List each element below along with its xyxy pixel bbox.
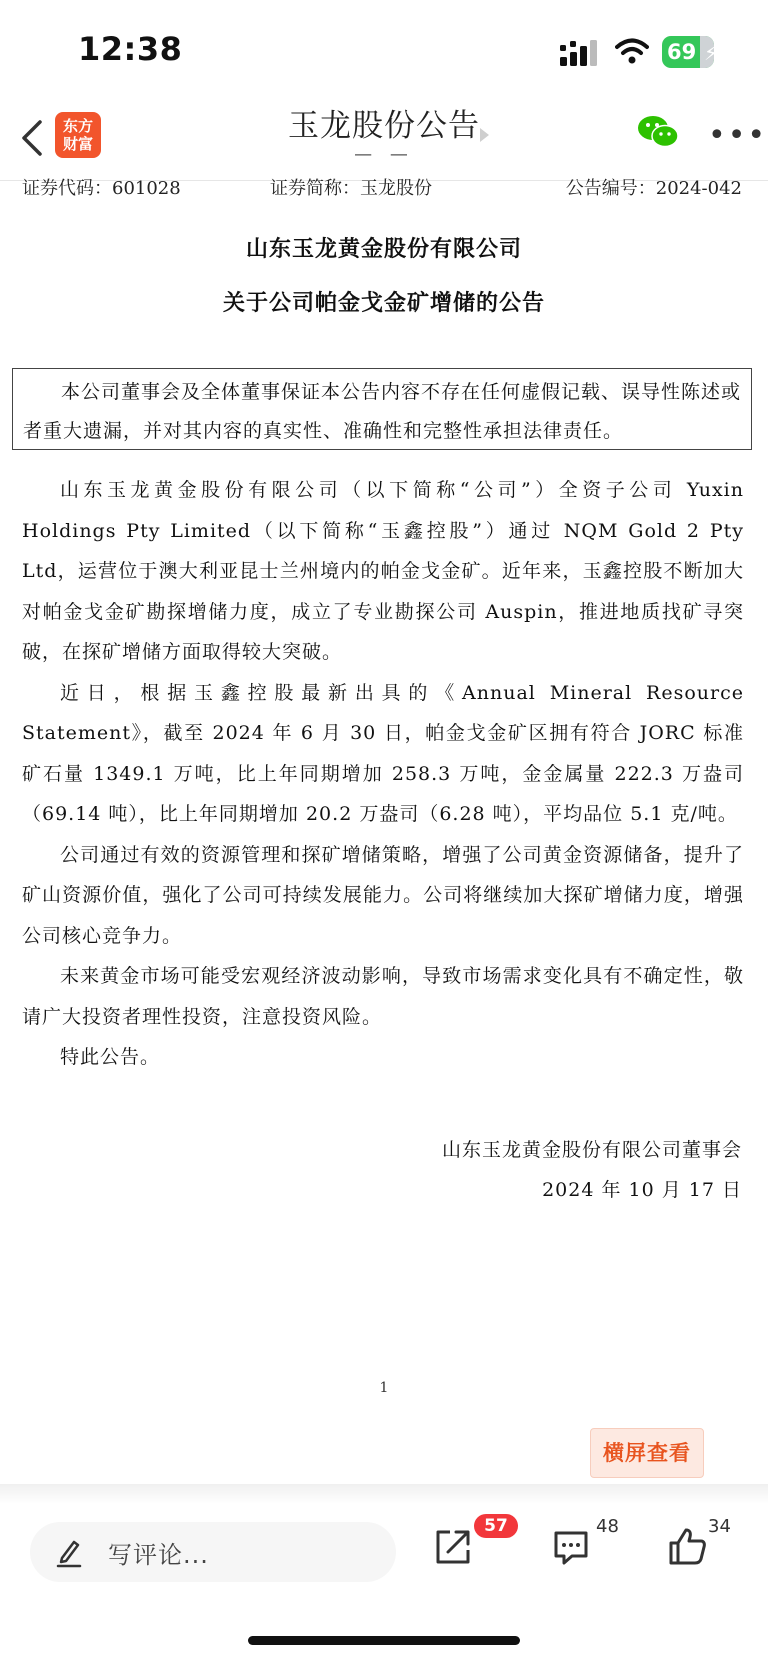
status-bar xyxy=(0,0,768,100)
paragraph: 特此公告。 xyxy=(60,1046,161,1068)
battery-indicator xyxy=(662,36,718,68)
bottom-divider xyxy=(0,1484,768,1504)
announcement-body xyxy=(22,470,744,1078)
paragraph: 未来黄金市场可能受宏观经济波动影响，导致市场需求变化具有不确定性，敬请广大投资者理性投资，注意投资风险。 xyxy=(22,965,744,1028)
more-options-icon[interactable]: ••• xyxy=(708,118,768,153)
battery-level: 69 xyxy=(667,40,697,64)
thumbs-up-icon[interactable] xyxy=(668,1526,708,1566)
comment-input[interactable] xyxy=(30,1522,396,1582)
paragraph: 山东玉龙黄金股份有限公司（以下简称“公司”）全资子公司 Yuxin Holdings Pty Limited（以下简称“玉鑫控股”）通过 NQM Gold 2 Pty Ltd，运营位于澳大利亚昆士兰州境内的帕金戈金矿。近年来，玉鑫控股不断加大对帕金戈金矿勘探增储力度，成立了专业勘探公司 Auspin，推进地质找矿寻突破，在探矿增储方面取得较大突破。 xyxy=(22,479,744,663)
comment-count: 48 xyxy=(596,1516,619,1537)
document-meta xyxy=(22,174,742,198)
cellular-signal-icon xyxy=(560,40,600,66)
company-name: 山东玉龙黄金股份有限公司 xyxy=(245,236,522,262)
pencil-icon xyxy=(54,1536,84,1568)
charging-bolt-icon: ⚡ xyxy=(703,41,718,65)
app-header xyxy=(0,100,768,181)
comment-icon[interactable] xyxy=(552,1528,590,1566)
security-short-name: 证券简称：玉龙股份 xyxy=(270,178,432,198)
wechat-icon[interactable] xyxy=(636,114,680,150)
announcement-subject: 关于公司帕金戈金矿增储的公告 xyxy=(222,290,545,316)
status-time: 12:38 xyxy=(78,30,183,68)
share-count-badge: 57 xyxy=(474,1514,518,1538)
page-title-sub: — — xyxy=(354,144,414,165)
bottom-action-bar xyxy=(0,1504,768,1663)
wifi-icon xyxy=(615,38,649,66)
signature: 山东玉龙黄金股份有限公司董事会 xyxy=(441,1139,742,1161)
share-icon[interactable] xyxy=(434,1528,472,1566)
notice-number: 公告编号：2024-042 xyxy=(565,178,742,198)
home-indicator[interactable] xyxy=(248,1636,520,1645)
page-title: 玉龙股份公告 xyxy=(288,108,480,144)
paragraph: 近日，根据玉鑫控股最新出具的《Annual Mineral Resource Statement》，截至 2024 年 6 月 30 日，帕金戈金矿区拥有符合 JORC 标准矿石量 1349.1 万吨，比上年同期增加 258.3 万吨，金金属量 222.3 万盎司（69.14 吨），比上年同期增加 20.2 万盎司（6.28 吨），平均品位 5.1 克/吨。 xyxy=(22,681,744,825)
logo-text-1: 东方 xyxy=(62,117,93,135)
disclaimer-box: 本公司董事会及全体董事保证本公告内容不存在任何虚假记载、误导性陈述或者重大遗漏，并对其内容的真实性、准确性和完整性承担法律责任。 xyxy=(12,368,752,450)
like-count: 34 xyxy=(708,1516,731,1537)
title-caret-icon[interactable] xyxy=(480,128,489,142)
signature-block xyxy=(442,1130,742,1210)
signature-date: 2024 年 10 月 17 日 xyxy=(542,1179,742,1201)
comment-placeholder: 写评论... xyxy=(108,1541,209,1569)
logo-text-2: 财富 xyxy=(62,135,93,153)
page-number: 1 xyxy=(379,1380,389,1396)
security-code: 证券代码：601028 xyxy=(22,178,181,198)
paragraph: 公司通过有效的资源管理和探矿增储策略，增强了公司黄金资源储备，提升了矿山资源价值，强化了公司可持续发展能力。公司将继续加大探矿增储力度，增强公司核心竞争力。 xyxy=(22,843,744,947)
landscape-view-button[interactable]: 横屏查看 xyxy=(590,1428,704,1478)
